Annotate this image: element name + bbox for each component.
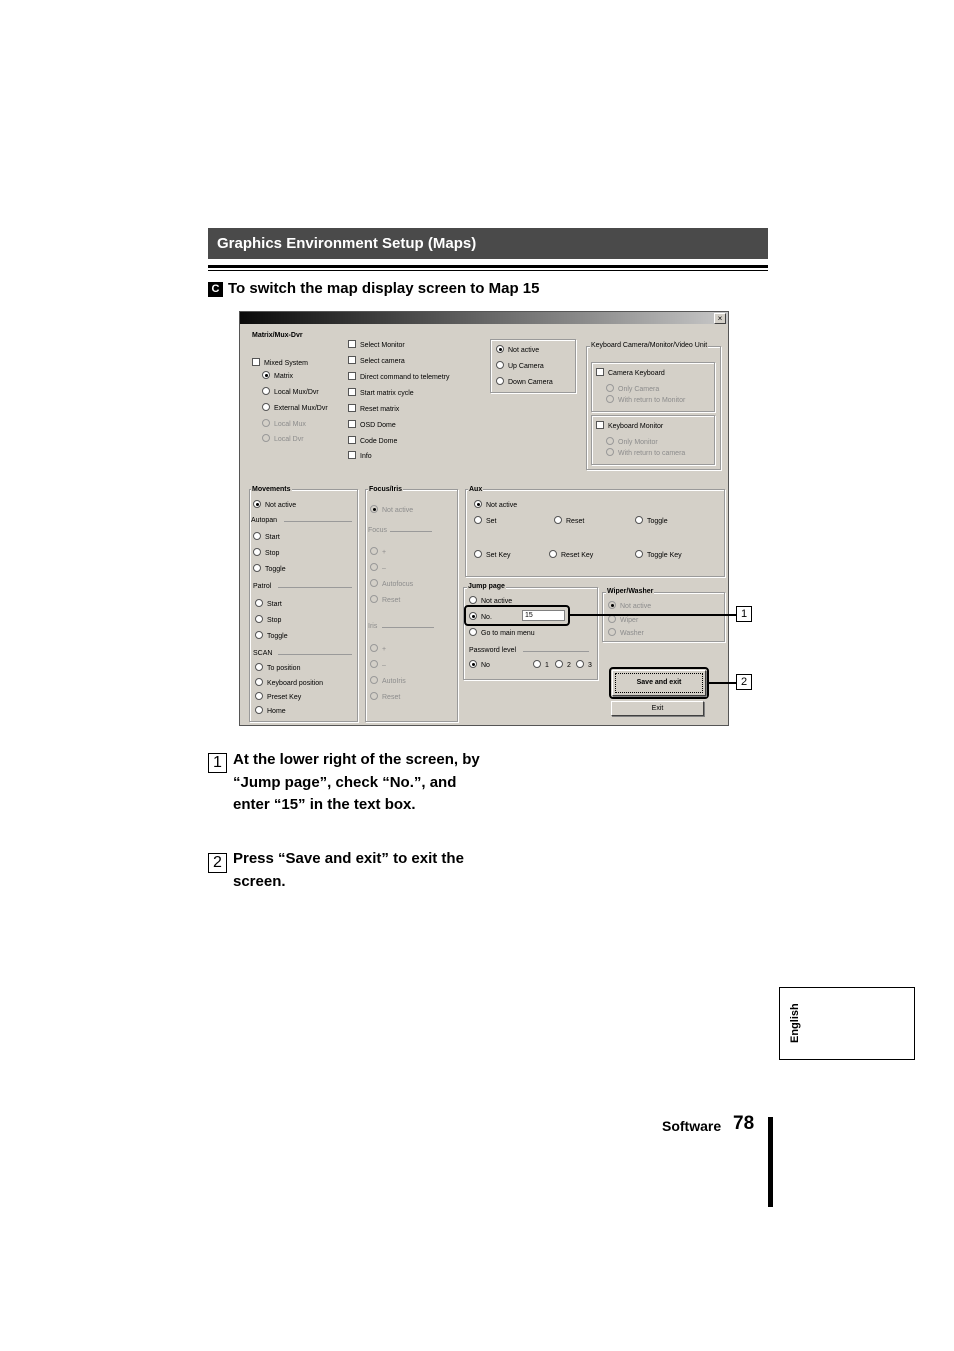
focus-option[interactable]: Reset — [370, 595, 400, 605]
step-number: 1 — [208, 753, 227, 773]
patrol-separator — [278, 587, 352, 588]
autopan-label: Autopan — [251, 517, 278, 524]
password-option[interactable]: 3 — [576, 660, 592, 670]
jump-page-title: Jump page — [468, 583, 505, 590]
matrix-option[interactable]: Matrix — [262, 371, 293, 381]
step-text: Press “Save and exit” to exit the screen. — [233, 850, 464, 890]
camera-mode-option[interactable]: Up Camera — [496, 361, 544, 371]
patrol-option[interactable]: Toggle — [255, 631, 288, 641]
step-text: At the lower right of the screen, by “Jump page”, check “No.”, and enter “15” in the text box. — [233, 751, 480, 813]
callout-1-number: 1 — [736, 606, 752, 622]
jump-page-option[interactable]: Not active — [469, 596, 512, 606]
header-rule-thick — [208, 265, 768, 268]
checkbox-box — [252, 358, 260, 366]
exit-button[interactable]: Exit — [611, 701, 704, 716]
iris-option[interactable]: AutoIris — [370, 676, 406, 686]
scan-option[interactable]: Keyboard position — [255, 678, 323, 688]
focus-iris-title: Focus/Iris — [369, 486, 403, 493]
callout-1-leader — [569, 614, 736, 616]
command-checkbox[interactable]: Select camera — [348, 356, 405, 366]
aux-option[interactable]: Toggle — [635, 516, 668, 526]
dialog-titlebar — [240, 312, 728, 324]
keyboard-unit-title: Keyboard Camera/Monitor/Video Unit — [591, 342, 708, 349]
password-option[interactable]: 1 — [533, 660, 549, 670]
movements-title: Movements — [252, 486, 291, 493]
scan-option[interactable]: Home — [255, 706, 286, 716]
save-and-exit-button[interactable]: Save and exit — [612, 670, 706, 696]
aux-option[interactable]: Reset — [554, 516, 584, 526]
command-checkbox[interactable]: Start matrix cycle — [348, 388, 414, 398]
patrol-option[interactable]: Start — [255, 599, 282, 609]
autopan-option[interactable]: Stop — [253, 548, 279, 558]
keyboard-monitor-option[interactable]: With return to camera — [606, 448, 685, 458]
header-rule-thin — [208, 270, 768, 271]
focus-iris-option[interactable]: Not active — [370, 505, 413, 515]
command-checkbox[interactable]: Code Dome — [348, 436, 397, 446]
wiper-washer-title: Wiper/Washer — [607, 588, 654, 595]
command-checkbox[interactable]: OSD Dome — [348, 420, 396, 430]
aux-option[interactable]: Not active — [474, 500, 517, 510]
language-tab-label: English — [789, 1003, 801, 1043]
focus-label: Focus — [368, 527, 388, 534]
focus-iris-group — [365, 489, 458, 722]
scan-separator — [278, 654, 352, 655]
focus-option[interactable]: + — [370, 547, 386, 557]
scan-option[interactable]: Preset Key — [255, 692, 301, 702]
aux-option[interactable]: Set Key — [474, 550, 511, 560]
subhead-badge: C — [208, 282, 223, 297]
jump-page-no-radio[interactable]: No. — [469, 612, 492, 622]
password-option[interactable]: No — [469, 660, 490, 670]
iris-option[interactable]: – — [370, 660, 386, 670]
password-level-label: Password level — [469, 647, 517, 654]
aux-option[interactable]: Set — [474, 516, 497, 526]
aux-option[interactable]: Toggle Key — [635, 550, 682, 560]
camera-mode-option[interactable]: Not active — [496, 345, 539, 355]
language-tab — [779, 987, 915, 1060]
matrix-option[interactable]: External Mux/Dvr — [262, 403, 328, 413]
autopan-separator — [284, 521, 352, 522]
patrol-option[interactable]: Stop — [255, 615, 281, 625]
callout-2-number: 2 — [736, 674, 752, 690]
command-checkbox[interactable]: Reset matrix — [348, 404, 399, 414]
password-option[interactable]: 2 — [555, 660, 571, 670]
iris-separator — [382, 627, 434, 628]
iris-option[interactable]: + — [370, 644, 386, 654]
camera-keyboard-option[interactable]: With return to Monitor — [606, 395, 685, 405]
command-checkbox[interactable]: Select Monitor — [348, 340, 405, 350]
movements-option[interactable]: Not active — [253, 500, 296, 510]
keyboard-monitor-option[interactable]: Only Monitor — [606, 437, 658, 447]
jump-page-input[interactable]: 15 — [522, 610, 565, 621]
subhead — [208, 280, 539, 298]
subhead-text: To switch the map display screen to Map 15 — [228, 280, 540, 297]
wiper-option[interactable]: Washer — [608, 628, 644, 638]
iris-label: Iris — [368, 623, 378, 630]
step-number: 2 — [208, 853, 227, 873]
close-icon: × — [717, 314, 723, 323]
scan-option[interactable]: To position — [255, 663, 300, 673]
aux-title: Aux — [469, 486, 483, 493]
keyboard-monitor-checkbox[interactable]: Keyboard Monitor — [596, 421, 663, 431]
autopan-option[interactable]: Start — [253, 532, 280, 542]
close-button[interactable] — [714, 313, 726, 324]
wiper-option[interactable]: Not active — [608, 601, 651, 611]
callout-2-leader — [708, 682, 736, 684]
camera-mode-option[interactable]: Down Camera — [496, 377, 553, 387]
matrix-title: Matrix/Mux-Dvr — [252, 332, 303, 339]
focus-separator — [390, 531, 432, 532]
matrix-option[interactable]: Local Mux — [262, 419, 306, 429]
mixed-system-checkbox[interactable]: Mixed System — [252, 358, 308, 368]
focus-option[interactable]: Autofocus — [370, 579, 413, 589]
autopan-option[interactable]: Toggle — [253, 564, 286, 574]
callout-1-highlight — [464, 605, 570, 626]
scan-label: SCAN — [253, 650, 273, 657]
footer-bar — [768, 1117, 773, 1207]
camera-keyboard-checkbox[interactable]: Camera Keyboard — [596, 368, 665, 378]
page-number: 78 — [733, 1113, 755, 1134]
matrix-option[interactable]: Local Mux/Dvr — [262, 387, 319, 397]
matrix-option[interactable]: Local Dvr — [262, 434, 304, 444]
jump-page-option[interactable]: Go to main menu — [469, 628, 535, 638]
command-checkbox[interactable]: Direct command to telemetry — [348, 372, 449, 382]
wiper-option[interactable]: Wiper — [608, 615, 638, 625]
iris-option[interactable]: Reset — [370, 692, 400, 702]
setup-dialog — [239, 311, 729, 726]
command-checkbox[interactable]: Info — [348, 451, 372, 461]
patrol-label: Patrol — [253, 583, 272, 590]
camera-keyboard-option[interactable]: Only Camera — [606, 384, 659, 394]
aux-option[interactable]: Reset Key — [549, 550, 593, 560]
focus-option[interactable]: – — [370, 563, 386, 573]
section-header: Graphics Environment Setup (Maps) — [208, 228, 768, 259]
password-separator — [523, 651, 589, 652]
footer-section-label: Software — [662, 1118, 722, 1134]
